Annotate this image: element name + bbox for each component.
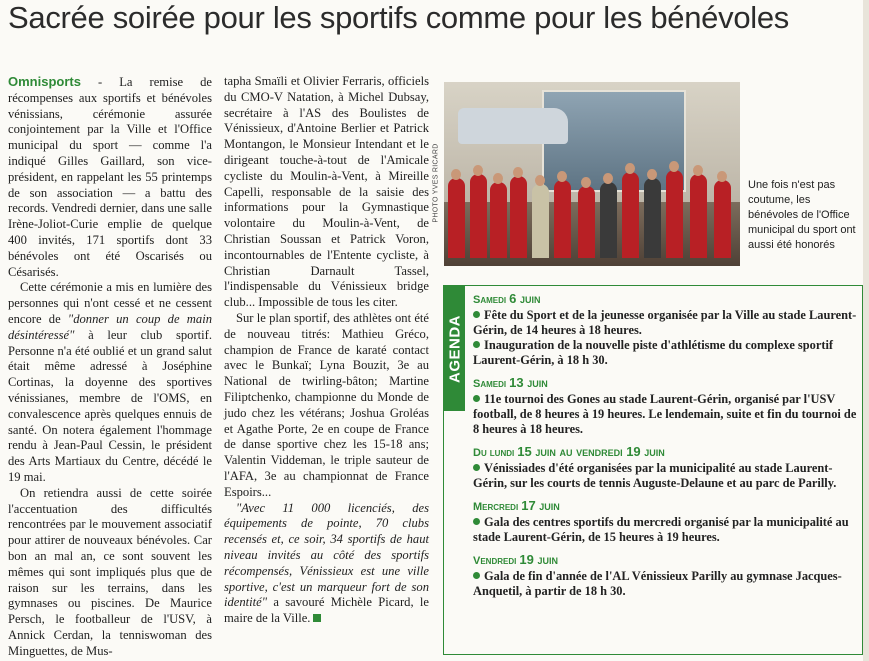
page-edge bbox=[863, 0, 869, 661]
agenda-day-heading: Mercredi 17 juin bbox=[473, 498, 560, 513]
article-paragraph: Cette cérémonie a mis en lumière des personnes qui n'ont cessé et ne cessent encore de "donner un coup de main désintéressé" à leur club sportif. Personne n'a été oublié et un grand salut était même adressé à Joséphine Cortinas, la doyenne des sportives vénissianes, membre de l'OMS, en convalescence après quelques ennuis de santé. On notera également l'hommage rendu à Jean-Paul Cessin, le président des Arts Martiaux du Centre, décédé le 19 mai. bbox=[8, 280, 212, 484]
bullet-icon bbox=[473, 464, 480, 471]
photo-person-head bbox=[535, 175, 545, 186]
article-paragraph: "Avec 11 000 licenciés, des équipements de pointe, 70 clubs recensés et, ce soir, 34 sportifs de haut niveau invités au côté des sportifs récompensés, Vénissieux est une ville sportive, c'est un marqueur fort de son identité" a savouré Michèle Picard, le maire de la Ville. bbox=[224, 500, 429, 626]
photo-person-head bbox=[625, 163, 635, 174]
photo-person bbox=[714, 180, 731, 258]
photo-tram-sculpture bbox=[458, 108, 568, 144]
bullet-icon bbox=[473, 518, 480, 525]
photo-person bbox=[578, 186, 595, 258]
article-paragraph: tapha Smaïli et Olivier Ferraris, officiels du CMO-V Natation, à Michel Dubsay, secrétaire à l'AS des Boulistes de Vénissieux, d'Antoine Berlier et Patrick Montangon, le Monsieur Intendant et le dirigeant touche-à-tout de l'Amicale cycliste du Moulin-à-Vent, à Mireille Capelli, responsable de la saisie des informations pour la Gymnastique volontaire du Moulin-à-Vent, de Christian Soussan et Patrick Voron, incontournables de l'Entente cycliste, à Christian Darnault Tassel, l'indispensable du Vénissieux bridge club... Impossible de tous les citer. bbox=[224, 74, 429, 310]
agenda-day-heading: Du lundi 15 juin au vendredi 19 juin bbox=[473, 444, 665, 459]
photo-person bbox=[690, 174, 707, 258]
photo-person bbox=[554, 180, 571, 258]
agenda-label: AGENDA bbox=[446, 314, 463, 383]
agenda-day bbox=[473, 552, 858, 599]
agenda-label-bar bbox=[444, 286, 465, 411]
photo-person bbox=[600, 182, 617, 258]
end-mark-icon bbox=[313, 614, 321, 622]
article-paragraph: On retiendra aussi de cette soirée l'accentuation des difficultés rencontrées par le mouvement associatif pour attirer de nouveaux bénévoles. Car bon an mal an, ce sont souvent les mêmes qui sont impliqués plus que de raison sur les terrains, dans les gymnases ou piscines. De Maurice Persch, le footballeur de l'USV, à Annick Cerdan, la tenniswoman des Minguettes, de Mus- bbox=[8, 485, 212, 658]
agenda-event: 11e tournoi des Gones au stade Laurent-Gérin, organisé par l'USV football, de 8 heures à 19 heures. Le lendemain, suite et fin du tournoi de 8 heures à 18 heures. bbox=[473, 392, 857, 436]
agenda-day-heading: Samedi 6 juin bbox=[473, 291, 541, 306]
agenda-event: Fête du Sport et de la jeunesse organisée par la Ville au stade Laurent-Gérin, de 14 heures à 18 heures. bbox=[473, 308, 857, 337]
photo-person-head bbox=[473, 165, 483, 176]
photo-person-head bbox=[451, 169, 461, 180]
photo-person bbox=[666, 170, 683, 258]
agenda-day bbox=[473, 375, 858, 437]
photo-person bbox=[448, 178, 465, 258]
agenda-box bbox=[443, 285, 863, 655]
photo-caption: Une fois n'est pas coutume, les bénévoles de l'Office municipal du sport ont aussi été honorés bbox=[748, 179, 856, 251]
agenda-day-heading: Vendredi 19 juin bbox=[473, 552, 558, 567]
headline: Sacrée soirée pour les sportifs comme pour les bénévoles bbox=[8, 0, 789, 35]
agenda-list bbox=[473, 291, 858, 606]
photo-person bbox=[532, 184, 549, 258]
photo-person bbox=[510, 176, 527, 258]
agenda-event: Vénissiades d'été organisées par la municipalité au stade Laurent-Gérin, sur les courts de tennis Auguste-Delaune et au parc de Parilly. bbox=[473, 461, 837, 490]
photo-person-head bbox=[717, 171, 727, 182]
agenda-event: Gala des centres sportifs du mercredi organisé par la municipalité au stade Laurent-Gérin, de 15 heures à 19 heures. bbox=[473, 515, 849, 544]
bullet-icon bbox=[473, 311, 480, 318]
article-lead: Omnisports - La remise de récompenses aux sportifs et bénévoles vénissians, cérémonie assurée conjointement par la Ville et l'Office municipal du sport — comme l'a indiqué Gilles Gaillard, son vice-président, en rappelant les 55 printemps de son association — a battu des records. Vendredi dernier, dans une salle Irène-Joliot-Curie emplie de quelque 400 invités, 171 sportifs dont 33 bénévoles ont été Oscarisés ou Césarisés. bbox=[8, 74, 212, 279]
article-column-1 bbox=[8, 74, 212, 659]
photo-person-head bbox=[493, 173, 503, 184]
agenda-day bbox=[473, 498, 858, 545]
photo-people-group bbox=[444, 148, 740, 258]
photo-person-head bbox=[557, 171, 567, 182]
event-photo bbox=[444, 82, 740, 266]
photo-person-head bbox=[693, 165, 703, 176]
photo-person bbox=[644, 178, 661, 258]
bullet-icon bbox=[473, 572, 480, 579]
photo-person-head bbox=[513, 167, 523, 178]
article-column-2 bbox=[224, 74, 429, 627]
agenda-event: Inauguration de la nouvelle piste d'athlétisme du complexe sportif Laurent-Gérin, à 18 h 30. bbox=[473, 338, 834, 367]
photo-person bbox=[490, 182, 507, 258]
article-paragraph: Sur le plan sportif, des athlètes ont été de nouveau titrés: Mathieu Gréco, champion de France de karaté contact avec le Bunkaï; Lyna Bouzit, 3e au National de twirling-bâton; Martine Filiptchenko, championne du Monde de judo chez les vétérans; Joshua Groléas et Agathe Porte, 2e en coupe de France de danse sportive chez les 15-18 ans; Valentin Viddeman, le triple sauteur de l'AFA, 3e au championnat de France Espoirs... bbox=[224, 310, 429, 499]
photo-person-head bbox=[603, 173, 613, 184]
photo-person bbox=[470, 174, 487, 258]
bullet-icon bbox=[473, 341, 480, 348]
photo-credit: PHOTO YVES RICARD bbox=[432, 143, 440, 223]
photo-person bbox=[622, 172, 639, 258]
bullet-icon bbox=[473, 395, 480, 402]
agenda-day-heading: Samedi 13 juin bbox=[473, 375, 548, 390]
photo-person-head bbox=[647, 169, 657, 180]
agenda-event: Gala de fin d'année de l'AL Vénissieux Parilly au gymnase Jacques-Anquetil, à partir de 18 h 30. bbox=[473, 569, 842, 598]
photo-person-head bbox=[669, 161, 679, 172]
section-label: Omnisports bbox=[8, 74, 81, 89]
agenda-day bbox=[473, 291, 858, 368]
agenda-day bbox=[473, 444, 858, 491]
photo-person-head bbox=[581, 177, 591, 188]
